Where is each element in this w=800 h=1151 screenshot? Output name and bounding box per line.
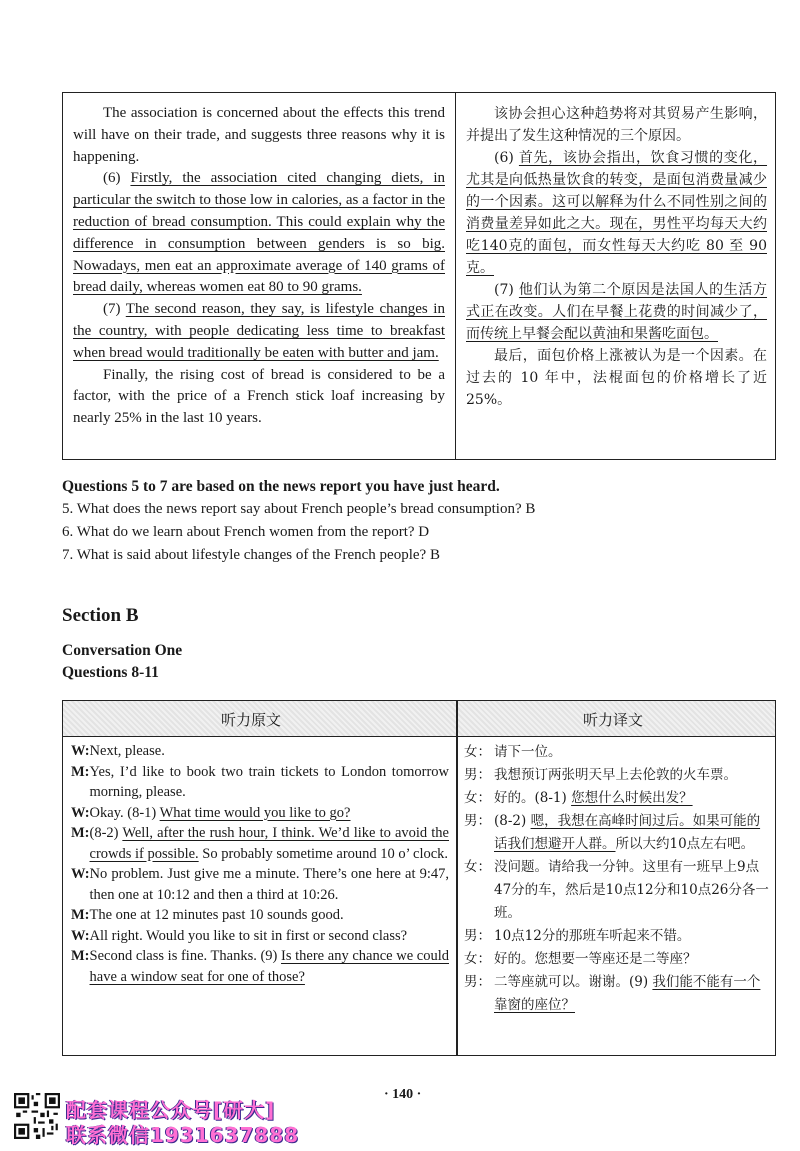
dialogue-text [494, 856, 770, 925]
dialogue-line [71, 864, 449, 905]
speaker-label: 男： [464, 928, 491, 944]
ad-line-2: 联系微信1931637888 [66, 1123, 300, 1147]
dialogue-text [494, 810, 770, 856]
answer-underline: What time would you like to go? [159, 804, 351, 821]
question-range-heading: Questions 8-11 [62, 664, 159, 681]
speaker-label: 女： [464, 744, 491, 760]
question-7: 7. What is said about lifestyle changes of the French people? B [62, 547, 440, 563]
dialogue-segment: 没问题。请给我一分钟。这里有一班早上9点47分的车，然后是10点12分和10点26分各一班。 [494, 859, 769, 921]
dialogue-line [464, 948, 770, 971]
dialogue-line [464, 787, 770, 810]
dialogue-text [494, 741, 770, 764]
header-translation: 听力译文 [583, 711, 644, 729]
dialogue-line [71, 946, 449, 987]
chinese-dialogue [464, 741, 770, 1017]
en-paragraph-3 [73, 299, 445, 364]
dialogue-segment: (8-2) [494, 813, 531, 829]
dialogue-segment: 我想预订两张明天早上去伦敦的火车票。 [494, 767, 737, 783]
dialogue-text [494, 925, 770, 948]
zh-paragraph-1: 该协会担心这种趋势将对其贸易产生影响，并提出了发生这种情况的三个原因。 [466, 106, 767, 144]
marker-6: (6) [103, 170, 131, 187]
dialogue-text [90, 803, 449, 824]
dialogue-segment: Okay. (8-1) [89, 804, 160, 821]
dialogue-line [464, 856, 770, 925]
dialogue-line [71, 741, 449, 762]
ad-line-1: 配套课程公众号[研大] [66, 1098, 276, 1122]
dialogue-segment: 好的。您想要一等座还是二等座？ [494, 951, 697, 967]
transcript-table [62, 700, 776, 1056]
answer-underline: 您想什么时候出发？ [571, 790, 693, 806]
dialogue-text [494, 764, 770, 787]
dialogue-text [90, 946, 449, 987]
speaker-label: M: [71, 907, 90, 923]
answer-underline: 嗯，我想在高峰时间过后。如果可能的话我们想避开人群。 [494, 813, 761, 852]
speaker-label: W: [71, 743, 90, 759]
dialogue-segment: Next, please. [89, 743, 165, 759]
answer-underline: Is there any chance we could have a window seat for one of those? [89, 948, 449, 985]
answer-underline: 我们能不能有一个靠窗的座位？ [494, 974, 761, 1013]
speaker-label: M: [71, 763, 90, 780]
question-6: 6. What do we learn about French women from the report? D [62, 524, 430, 540]
dialogue-line [71, 803, 449, 824]
speaker-label: 女： [464, 859, 491, 875]
dialogue-segment: The one at 12 minutes past 10 sounds good. [89, 907, 344, 923]
section-heading: Section B [62, 605, 139, 626]
zh-answer-7: 他们认为第二个原因是法国人的生活方式正在改变。人们在早餐上花费的时间减少了，而传统上早餐会配以黄油和果酱吃面包。 [466, 282, 768, 342]
dialogue-line [464, 810, 770, 856]
zh-paragraph-4: 最后，面包价格上涨被认为是一个因素。在过去的 10 年中，法棍面包的价格增长了近 25%。 [466, 348, 767, 408]
dialogue-text [90, 823, 449, 864]
dialogue-line [71, 762, 449, 803]
en-paragraph-4: Finally, the rising cost of bread is considered to be a factor, with the price of a French stick loaf increasing by nearly 25% in the last 10 years. [73, 366, 445, 427]
dialogue-text [494, 787, 770, 810]
dialogue-text [90, 762, 449, 803]
english-dialogue [71, 741, 449, 987]
zh-answer-6: 首先，该协会指出，饮食习惯的变化，尤其是向低热量饮食的转变，是面包消费量减少的一个因素。这可以解释为什么不同性别之间的消费量差异如此之大。现在，男性平均每天大约吃140克的面包，而女性每天大约吃 80 至 90 克。 [466, 150, 768, 276]
dialogue-text [494, 948, 770, 971]
qr-code-icon [14, 1093, 60, 1139]
conversation-heading: Conversation One [62, 642, 183, 659]
dialogue-segment: 好的。(8-1) [494, 790, 572, 806]
speaker-label: W: [71, 804, 90, 821]
dialogue-line [464, 971, 770, 1017]
dialogue-segment: (8-2) [89, 825, 123, 841]
dialogue-segment: 所以大约10点左右吧。 [615, 836, 755, 852]
speaker-label: 女： [464, 951, 491, 967]
dialogue-segment: Yes, I’d like to book two train tickets to London tomorrow morning, please. [89, 763, 449, 800]
speaker-label: 男： [464, 974, 491, 990]
en-paragraph-1: The association is concerned about the effects this trend will have on their trade, and suggests three reasons why it is happening. [73, 105, 445, 165]
header-original: 听力原文 [221, 711, 282, 729]
dialogue-line [71, 905, 449, 926]
question-5: 5. What does the news report say about French people’s bread consumption? B [62, 501, 536, 517]
zh-paragraph-3 [466, 279, 767, 345]
answer-underline: Well, after the rush hour, I think. We’d like to avoid the crowds if possible. [89, 825, 449, 862]
column-divider [456, 701, 458, 1055]
dialogue-segment: 请下一位。 [494, 744, 562, 760]
en-paragraph-2 [73, 168, 445, 299]
questions-heading: Questions 5 to 7 are based on the news report you have just heard. [62, 478, 500, 495]
table-header [63, 701, 775, 737]
dialogue-text [90, 864, 449, 905]
dialogue-segment: 10点12分的那班车听起来不错。 [494, 928, 691, 944]
dialogue-segment: Second class is fine. Thanks. (9) [89, 948, 282, 964]
speaker-label: W: [71, 927, 90, 944]
dialogue-line [464, 764, 770, 787]
zh-paragraph-2 [466, 147, 767, 279]
en-answer-7: The second reason, they say, is lifestyle changes in the country, with people dedicating less time to breakfast when bread would traditionally be eaten with butter and jam. [73, 301, 445, 361]
speaker-label: 男： [464, 767, 491, 783]
en-answer-6: Firstly, the association cited changing diets, in particular the switch to those low in calories, as a factor in the reduction of bread consumption. This could explain why the difference in consumption between genders is so big. Nowadays, men eat an approximate average of 140 grams of bread daily, whereas women eat 80 to 90 grams. [73, 170, 445, 296]
speaker-label: M: [71, 948, 90, 964]
dialogue-line [71, 926, 449, 947]
dialogue-text [90, 926, 449, 947]
dialogue-text [494, 971, 770, 1017]
speaker-label: W: [71, 866, 90, 882]
english-column [63, 93, 456, 459]
dialogue-segment: No problem. Just give me a minute. There’s one here at 9:47, then one at 10:12 and then a third at 10:26. [89, 866, 449, 903]
dialogue-text [90, 905, 449, 926]
chinese-column [456, 93, 775, 459]
dialogue-text [90, 741, 449, 762]
speaker-label: 男： [464, 813, 491, 829]
zh-marker-6: (6) [494, 150, 519, 166]
speaker-label: M: [71, 825, 90, 841]
dialogue-line [464, 741, 770, 764]
translation-table-1 [62, 92, 776, 460]
dialogue-segment: So probably sometime around 10 o’ clock. [198, 845, 449, 862]
dialogue-line [71, 823, 449, 864]
dialogue-line [464, 925, 770, 948]
speaker-label: 女： [464, 790, 491, 806]
dialogue-segment: 二等座就可以。谢谢。(9) [494, 974, 653, 990]
page-number: · 140 · [384, 1087, 422, 1102]
marker-7: (7) [103, 301, 126, 318]
zh-marker-7: (7) [494, 282, 519, 298]
dialogue-segment: All right. Would you like to sit in first or second class? [89, 927, 408, 944]
